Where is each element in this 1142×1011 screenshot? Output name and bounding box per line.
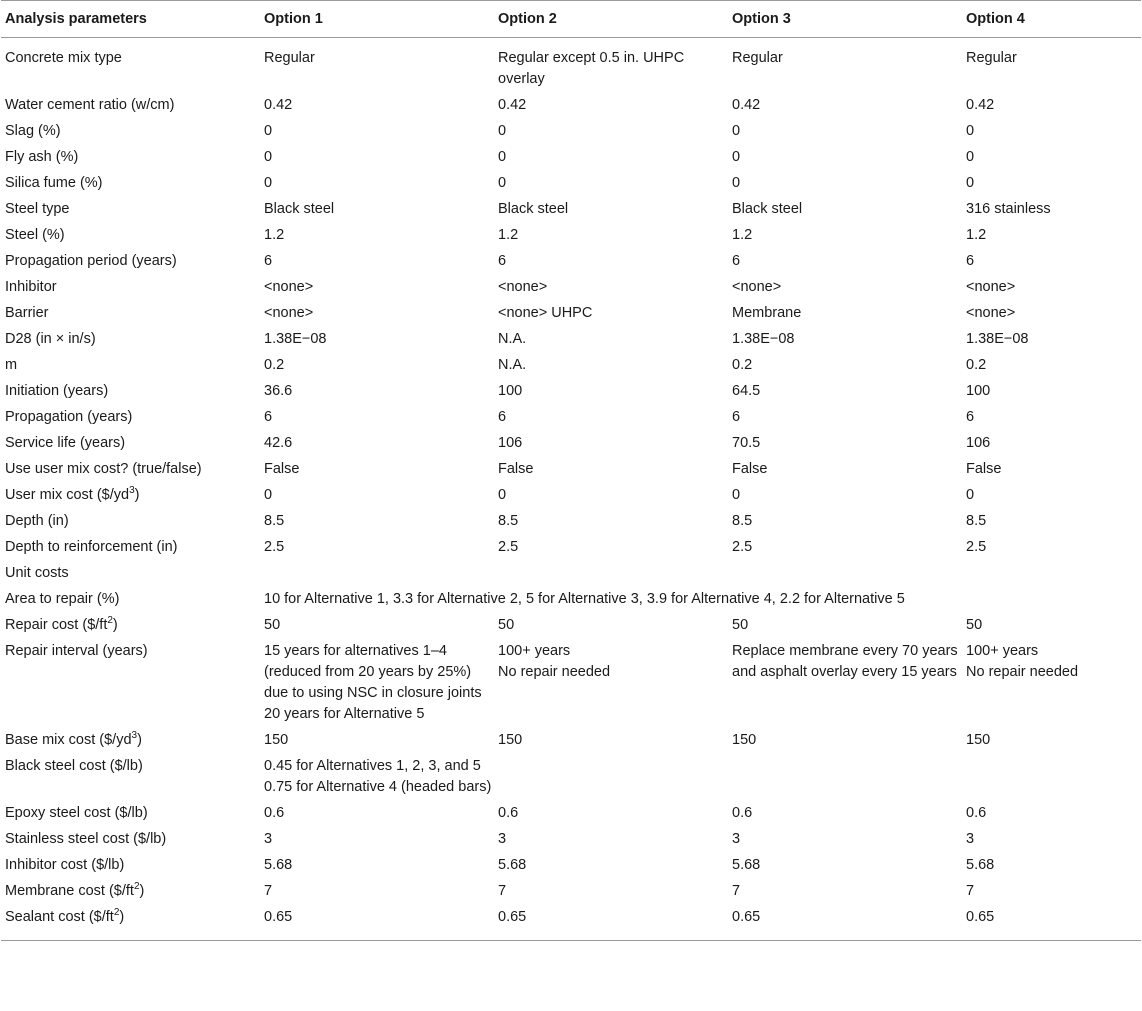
header-option-3: Option 3 xyxy=(732,11,791,27)
header-row xyxy=(1,1,1141,38)
unit-exponent: 2 xyxy=(107,615,113,627)
option-4-value: 0.42 xyxy=(966,97,995,113)
option-4-value: 5.68 xyxy=(966,857,995,873)
option-4-value: 0.6 xyxy=(966,805,987,821)
table-row xyxy=(1,353,1141,379)
table-row xyxy=(1,879,1141,905)
option-4-value: <none> xyxy=(966,305,1016,321)
option-1-value: 2.5 xyxy=(264,539,285,555)
option-4-value: 0 xyxy=(966,123,975,139)
parameter-cell xyxy=(1,197,260,223)
parameter-cell xyxy=(1,827,260,853)
option-1-value xyxy=(260,561,494,587)
option-2-value: 0 xyxy=(498,149,507,165)
parameter-cell xyxy=(1,119,260,145)
parameter-cell xyxy=(1,145,260,171)
parameter-label: Repair interval (years) xyxy=(5,643,148,659)
option-1-value: <none> xyxy=(264,279,314,295)
option-3-value: Membrane xyxy=(732,305,802,321)
table-row xyxy=(1,379,1141,405)
option-1-value: False xyxy=(264,461,300,477)
parameter-label: Area to repair (%) xyxy=(5,591,120,607)
table-row xyxy=(1,275,1141,301)
parameter-label: Repair cost ($/ft xyxy=(5,617,108,633)
unit-exponent: 2 xyxy=(113,907,120,919)
option-3-value xyxy=(728,639,962,728)
header-option-2: Option 2 xyxy=(498,11,557,27)
spanning-value-cell: 10 for Alternative 1, 3.3 for Alternative 2, 5 for Alternative 3, 3.9 for Alternative 4, 2.2 for Alternative 5 xyxy=(264,591,905,607)
table-row xyxy=(1,327,1141,353)
table-row xyxy=(1,613,1141,639)
parameter-cell xyxy=(1,223,260,249)
option-3-value xyxy=(728,561,962,587)
table-row xyxy=(1,38,1141,93)
header-option-4: Option 4 xyxy=(966,11,1025,27)
parameter-label-suffix: ) xyxy=(139,883,145,899)
option-3-value: 0 xyxy=(732,123,741,139)
value-line: 15 years for alternatives 1–4 (reduced from 20 years by 25%) due to using NSC in closure joints xyxy=(264,643,482,701)
option-1-value: 1.38E−08 xyxy=(264,331,327,347)
parameter-label: Concrete mix type xyxy=(5,50,122,66)
option-2-value xyxy=(494,561,728,587)
parameter-cell xyxy=(1,327,260,353)
option-2-value: 1.2 xyxy=(498,227,519,243)
option-1-value: 0.42 xyxy=(264,97,293,113)
option-2-value: 50 xyxy=(498,617,515,633)
value-line: 100+ years xyxy=(498,643,571,659)
table-row xyxy=(1,853,1141,879)
option-1-value: 36.6 xyxy=(264,383,293,399)
table-row xyxy=(1,431,1141,457)
parameter-label: Steel type xyxy=(5,201,70,217)
parameter-cell xyxy=(1,93,260,119)
parameter-cell xyxy=(1,535,260,561)
parameter-label: Stainless steel cost ($/lb) xyxy=(5,831,167,847)
table-row xyxy=(1,754,1141,801)
parameter-cell xyxy=(1,379,260,405)
parameter-label: Epoxy steel cost ($/lb) xyxy=(5,805,148,821)
table-row xyxy=(1,223,1141,249)
parameter-label-suffix: ) xyxy=(137,732,142,748)
option-4-value: 7 xyxy=(966,883,975,899)
option-2-value: 8.5 xyxy=(498,513,519,529)
option-3-value: 8.5 xyxy=(732,513,753,529)
option-4-value: 1.2 xyxy=(966,227,987,243)
table-row xyxy=(1,639,1141,728)
table-row xyxy=(1,587,1141,613)
analysis-parameters-table xyxy=(1,0,1141,941)
option-3-value: 0.2 xyxy=(732,357,753,373)
parameter-label: Fly ash (%) xyxy=(5,149,79,165)
table-row xyxy=(1,249,1141,275)
parameter-cell xyxy=(1,853,260,879)
option-4-value: <none> xyxy=(966,279,1016,295)
option-3-value: <none> xyxy=(732,279,782,295)
parameter-label-suffix: ) xyxy=(134,487,140,503)
parameter-label-suffix: ) xyxy=(112,617,118,633)
parameter-label: Service life (years) xyxy=(5,435,126,451)
parameter-label: Inhibitor xyxy=(5,279,57,295)
table-row xyxy=(1,827,1141,853)
value-line: No repair needed xyxy=(498,664,611,680)
parameter-cell xyxy=(1,561,260,587)
value-line: 0.75 for Alternative 4 (headed bars) xyxy=(264,779,492,795)
option-2-value: 0.6 xyxy=(498,805,519,821)
option-1-value: Black steel xyxy=(264,201,335,217)
parameter-label: Propagation (years) xyxy=(5,409,133,425)
option-3-value: 7 xyxy=(732,883,741,899)
parameter-cell xyxy=(1,639,260,728)
option-2-value: <none> UHPC xyxy=(498,305,593,321)
option-3-value: 2.5 xyxy=(732,539,753,555)
option-2-value: 0.42 xyxy=(498,97,527,113)
table-row xyxy=(1,197,1141,223)
option-3-value: False xyxy=(732,461,768,477)
parameter-label: Depth to reinforcement (in) xyxy=(5,539,178,555)
parameter-label: Depth (in) xyxy=(5,513,69,529)
value-line: 100+ years xyxy=(966,643,1039,659)
parameter-cell xyxy=(1,879,260,905)
option-4-value: 316 stainless xyxy=(966,201,1051,217)
table-row xyxy=(1,509,1141,535)
option-3-value: Regular xyxy=(732,50,783,66)
option-2-value: 3 xyxy=(498,831,507,847)
option-3-value: 5.68 xyxy=(732,857,761,873)
option-2-value: <none> xyxy=(498,279,548,295)
parameter-label: Initiation (years) xyxy=(5,383,109,399)
option-2-value: 6 xyxy=(498,253,507,269)
option-2-value xyxy=(494,639,728,728)
option-2-value: 0 xyxy=(498,487,507,503)
unit-exponent: 3 xyxy=(129,485,135,497)
option-4-value: 0.2 xyxy=(966,357,987,373)
option-2-value: 100 xyxy=(498,383,523,399)
table-row xyxy=(1,801,1141,827)
table-row xyxy=(1,535,1141,561)
option-1-value: 0.2 xyxy=(264,357,285,373)
parameter-cell xyxy=(1,249,260,275)
table-row xyxy=(1,171,1141,197)
parameter-label: Use user mix cost? (true/false) xyxy=(5,461,202,477)
table-row xyxy=(1,905,1141,941)
option-1-value: 6 xyxy=(264,253,273,269)
parameter-label: Sealant cost ($/ft xyxy=(5,909,114,925)
option-1-value: 1.2 xyxy=(264,227,285,243)
option-3-value: Black steel xyxy=(732,201,803,217)
table-row xyxy=(1,301,1141,327)
table-row xyxy=(1,405,1141,431)
parameter-label: Barrier xyxy=(5,305,49,321)
option-2-value: 0 xyxy=(498,175,507,191)
option-2-value: 0 xyxy=(498,123,507,139)
value-line: Replace membrane every 70 years and asphalt overlay every 15 years xyxy=(732,643,958,680)
option-2-value: 7 xyxy=(498,883,507,899)
table-row xyxy=(1,119,1141,145)
option-3-value: 0.42 xyxy=(732,97,761,113)
spanning-value-cell xyxy=(260,754,1141,801)
parameter-cell xyxy=(1,275,260,301)
option-1-value: 6 xyxy=(264,409,273,425)
parameter-cell xyxy=(1,353,260,379)
option-4-value: 0 xyxy=(966,149,975,165)
option-1-value: 50 xyxy=(264,617,281,633)
option-3-value: 6 xyxy=(732,253,741,269)
option-4-value: Regular xyxy=(966,50,1017,66)
parameter-cell xyxy=(1,171,260,197)
option-2-value: N.A. xyxy=(498,357,527,373)
option-2-value: 6 xyxy=(498,409,507,425)
parameter-label-suffix: ) xyxy=(119,909,125,925)
option-3-value: 150 xyxy=(732,732,757,748)
option-2-value: False xyxy=(498,461,534,477)
unit-exponent: 2 xyxy=(133,881,140,893)
parameter-cell xyxy=(1,431,260,457)
table-row xyxy=(1,561,1141,587)
parameter-cell xyxy=(1,405,260,431)
value-line: No repair needed xyxy=(966,664,1079,680)
parameter-cell xyxy=(1,483,260,509)
parameter-label: Membrane cost ($/ft xyxy=(5,883,134,899)
header-option-1: Option 1 xyxy=(264,11,323,27)
option-3-value: 6 xyxy=(732,409,741,425)
option-4-value xyxy=(962,561,1141,587)
option-3-value: 0 xyxy=(732,487,741,503)
option-3-value: 1.38E−08 xyxy=(732,331,795,347)
option-2-value: 150 xyxy=(498,732,523,748)
parameter-cell xyxy=(1,301,260,327)
option-4-value: 0.65 xyxy=(966,909,995,925)
option-4-value: 2.5 xyxy=(966,539,987,555)
value-line: 20 years for Alternative 5 xyxy=(264,706,425,722)
parameter-cell xyxy=(1,587,260,613)
parameter-cell xyxy=(1,509,260,535)
table-row xyxy=(1,728,1141,754)
option-1-value: 0 xyxy=(264,175,273,191)
option-4-value: 106 xyxy=(966,435,991,451)
option-4-value xyxy=(962,639,1141,728)
option-3-value: 0 xyxy=(732,149,741,165)
value-line: 0.45 for Alternatives 1, 2, 3, and 5 xyxy=(264,758,481,774)
option-3-value: 50 xyxy=(732,617,749,633)
option-4-value: False xyxy=(966,461,1002,477)
table-body xyxy=(1,38,1141,941)
option-4-value: 6 xyxy=(966,409,975,425)
parameter-label: Black steel cost ($/lb) xyxy=(5,758,143,774)
table-row xyxy=(1,93,1141,119)
option-4-value: 50 xyxy=(966,617,983,633)
option-1-value: <none> xyxy=(264,305,314,321)
option-2-value: N.A. xyxy=(498,331,527,347)
parameter-label: Silica fume (%) xyxy=(5,175,103,191)
parameter-cell xyxy=(1,457,260,483)
table-row xyxy=(1,457,1141,483)
option-4-value: 3 xyxy=(966,831,975,847)
parameter-label: Slag (%) xyxy=(5,123,61,139)
option-1-value: 0.65 xyxy=(264,909,293,925)
unit-exponent: 3 xyxy=(131,730,138,742)
option-1-value: 0.6 xyxy=(264,805,285,821)
option-1-value: 0 xyxy=(264,149,273,165)
parameter-label: Water cement ratio (w/cm) xyxy=(5,97,175,113)
parameter-cell xyxy=(1,801,260,827)
option-4-value: 0 xyxy=(966,487,975,503)
parameter-cell xyxy=(1,613,260,639)
option-4-value: 0 xyxy=(966,175,975,191)
option-1-value: 7 xyxy=(264,883,273,899)
option-1-value xyxy=(260,639,494,728)
option-2-value: 106 xyxy=(498,435,523,451)
option-1-value: 3 xyxy=(264,831,273,847)
option-1-value: Regular xyxy=(264,50,315,66)
option-1-value: 150 xyxy=(264,732,289,748)
parameter-cell xyxy=(1,754,260,801)
option-3-value: 3 xyxy=(732,831,741,847)
parameter-label: m xyxy=(5,357,18,373)
option-3-value: 0.6 xyxy=(732,805,753,821)
option-1-value: 5.68 xyxy=(264,857,293,873)
option-3-value: 1.2 xyxy=(732,227,753,243)
table-row xyxy=(1,145,1141,171)
option-4-value: 6 xyxy=(966,253,975,269)
parameter-label: Steel (%) xyxy=(5,227,65,243)
header-analysis-parameters: Analysis parameters xyxy=(5,11,147,27)
parameter-label: Propagation period (years) xyxy=(5,253,177,269)
option-3-value: 0 xyxy=(732,175,741,191)
parameter-label: Inhibitor cost ($/lb) xyxy=(5,857,125,873)
option-2-value: 5.68 xyxy=(498,857,527,873)
parameter-cell xyxy=(1,905,260,941)
table-header xyxy=(1,1,1141,38)
option-3-value: 0.65 xyxy=(732,909,761,925)
parameter-label: Unit costs xyxy=(5,565,69,581)
option-2-value: 0.65 xyxy=(498,909,527,925)
parameter-cell xyxy=(1,728,260,754)
parameter-label: User mix cost ($/yd xyxy=(5,487,130,503)
parameter-label: D28 (in × in/s) xyxy=(5,331,96,347)
option-2-value: Regular except 0.5 in. UHPC overlay xyxy=(498,50,685,87)
option-1-value: 42.6 xyxy=(264,435,293,451)
option-4-value: 8.5 xyxy=(966,513,987,529)
option-1-value: 8.5 xyxy=(264,513,285,529)
option-1-value: 0 xyxy=(264,123,273,139)
table-row xyxy=(1,483,1141,509)
option-3-value: 64.5 xyxy=(732,383,761,399)
option-4-value: 100 xyxy=(966,383,991,399)
option-4-value: 150 xyxy=(966,732,991,748)
option-3-value: 70.5 xyxy=(732,435,761,451)
parameter-cell xyxy=(1,38,260,93)
option-2-value: Black steel xyxy=(498,201,569,217)
option-2-value: 2.5 xyxy=(498,539,519,555)
option-4-value: 1.38E−08 xyxy=(966,331,1029,347)
option-1-value: 0 xyxy=(264,487,273,503)
parameter-label: Base mix cost ($/yd xyxy=(5,732,132,748)
